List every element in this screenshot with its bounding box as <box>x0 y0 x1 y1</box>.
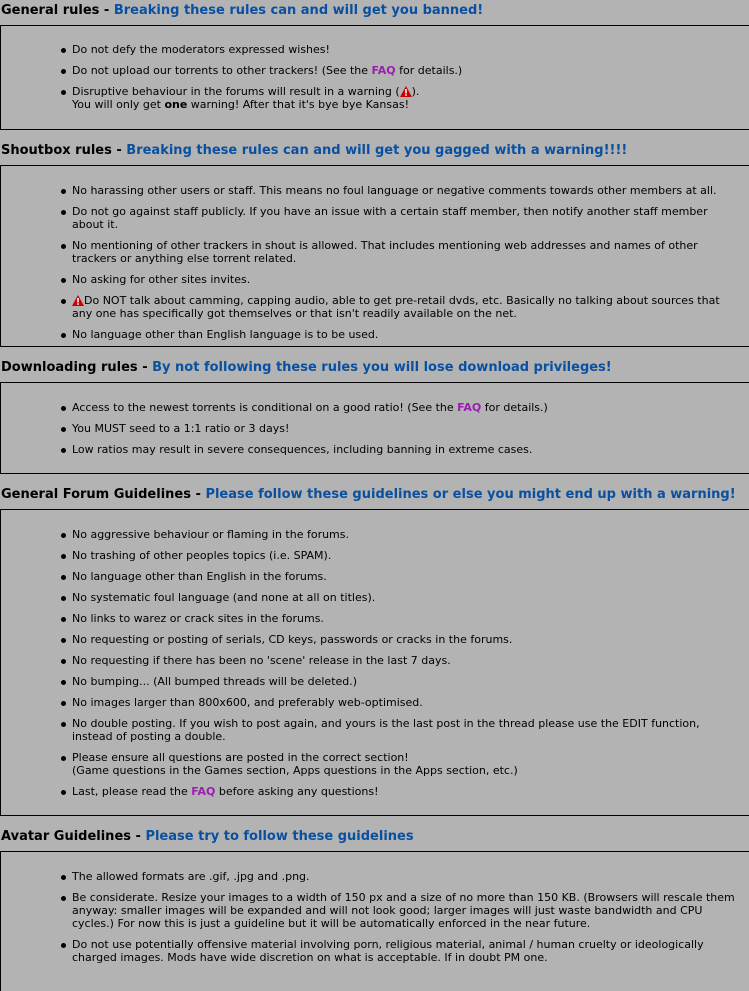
warning-icon <box>72 295 84 306</box>
list-item: No aggressive behaviour or flaming in the forums. <box>1 528 749 541</box>
bullet-icon <box>61 299 66 304</box>
list-item: No double posting. If you wish to post again, and yours is the last post in the thread please use the EDIT function, instead of posting a double. <box>1 717 749 743</box>
section-title: Avatar Guidelines - Please try to follow these guidelines <box>1 829 414 844</box>
bullet-icon <box>61 448 66 453</box>
rules-box <box>0 25 749 130</box>
bullet-icon <box>61 210 66 215</box>
faq-link[interactable]: FAQ <box>457 401 482 414</box>
bullet-icon <box>61 596 66 601</box>
bullet-icon <box>61 756 66 761</box>
list-item: Do not upload our torrents to other trackers! (See the FAQ for details.) <box>1 64 749 77</box>
rules-box <box>0 165 749 347</box>
rules-box <box>0 509 749 816</box>
list-item: No systematic foul language (and none at all on titles). <box>1 591 749 604</box>
list-item: Be considerate. Resize your images to a width of 150 px and a size of no more than 150 KB. (Browsers will rescale them anyway: smaller images will be expanded and will not look good; larger images will just waste bandwidth and CPU cycles.) For now this is just a guideline but it will be automatically enforced in the near future. <box>1 891 749 930</box>
section-subtitle: Please follow these guidelines or else you might end up with a warning! <box>205 487 736 502</box>
section-subtitle: Please try to follow these guidelines <box>145 829 414 844</box>
bullet-icon <box>61 875 66 880</box>
bullet-icon <box>61 427 66 432</box>
list-item: Do NOT talk about camming, capping audio, able to get pre-retail dvds, etc. Basically no talking about sources that any one has specifically got themselves or that isn't readily available on the net. <box>1 294 749 320</box>
list-item: No requesting or posting of serials, CD keys, passwords or cracks in the forums. <box>1 633 749 646</box>
list-item: No requesting if there has been no 'scene' release in the last 7 days. <box>1 654 749 667</box>
faq-link[interactable]: FAQ <box>191 785 216 798</box>
bullet-icon <box>61 896 66 901</box>
bullet-icon <box>61 638 66 643</box>
list-item: Last, please read the FAQ before asking any questions! <box>1 785 749 798</box>
section-subtitle: Breaking these rules can and will get you banned! <box>113 3 484 18</box>
bullet-icon <box>61 90 66 95</box>
bullet-icon <box>61 244 66 249</box>
list-item: Disruptive behaviour in the forums will result in a warning ( ). You will only get one warning! After that it's bye bye Kansas! <box>1 85 749 111</box>
bullet-icon <box>61 48 66 53</box>
bullet-icon <box>61 189 66 194</box>
list-item: No images larger than 800x600, and preferably web-optimised. <box>1 696 749 709</box>
bullet-icon <box>61 333 66 338</box>
list-item: No trashing of other peoples topics (i.e. SPAM). <box>1 549 749 562</box>
bullet-icon <box>61 943 66 948</box>
section-avatar-guidelines <box>0 826 749 991</box>
bullet-icon <box>61 533 66 538</box>
bullet-icon <box>61 659 66 664</box>
section-subtitle: By not following these rules you will lose download privileges! <box>152 360 612 375</box>
section-title: General Forum Guidelines - Please follow these guidelines or else you might end up with a warning! <box>1 487 736 502</box>
list-item: No language other than English in the forums. <box>1 570 749 583</box>
list-item: The allowed formats are .gif, .jpg and .png. <box>1 870 749 883</box>
list-item: No asking for other sites invites. <box>1 273 749 286</box>
bullet-icon <box>61 722 66 727</box>
section-title: Downloading rules - By not following these rules you will lose download privileges! <box>1 360 612 375</box>
list-item: Access to the newest torrents is conditional on a good ratio! (See the FAQ for details.) <box>1 401 749 414</box>
rules-box <box>0 851 749 991</box>
section-title: Shoutbox rules - Breaking these rules can and will get you gagged with a warning!!!! <box>1 143 628 158</box>
list-item: No links to warez or crack sites in the forums. <box>1 612 749 625</box>
list-item: Do not go against staff publicly. If you have an issue with a certain staff member, then notify another staff member about it. <box>1 205 749 231</box>
list-item: Please ensure all questions are posted in the correct section! (Game questions in the Games section, Apps questions in the Apps section, etc.) <box>1 751 749 777</box>
bullet-icon <box>61 617 66 622</box>
bullet-icon <box>61 406 66 411</box>
list-item: No bumping... (All bumped threads will be deleted.) <box>1 675 749 688</box>
bullet-icon <box>61 278 66 283</box>
bullet-icon <box>61 69 66 74</box>
list-item: No harassing other users or staff. This means no foul language or negative comments towards other members at all. <box>1 184 749 197</box>
list-item: No mentioning of other trackers in shout is allowed. That includes mentioning web addresses and names of other trackers or anything else torrent related. <box>1 239 749 265</box>
faq-link[interactable]: FAQ <box>371 64 396 77</box>
list-item: Do not use potentially offensive material involving porn, religious material, animal / human cruelty or ideologically charged images. Mods have wide discretion on what is acceptable. If in doubt PM one. <box>1 938 749 964</box>
section-downloading-rules <box>0 357 749 474</box>
bullet-icon <box>61 575 66 580</box>
section-title: General rules - Breaking these rules can and will get you banned! <box>1 3 484 18</box>
section-general-rules <box>0 0 749 130</box>
bullet-icon <box>61 790 66 795</box>
list-item: No language other than English language is to be used. <box>1 328 749 341</box>
section-shoutbox-rules <box>0 140 749 347</box>
section-subtitle: Breaking these rules can and will get you gagged with a warning!!!! <box>126 143 628 158</box>
warning-icon <box>400 86 412 97</box>
rules-box <box>0 382 749 474</box>
bullet-icon <box>61 680 66 685</box>
list-item: Low ratios may result in severe consequences, including banning in extreme cases. <box>1 443 749 456</box>
bullet-icon <box>61 701 66 706</box>
section-forum-guidelines <box>0 484 749 816</box>
list-item: You MUST seed to a 1:1 ratio or 3 days! <box>1 422 749 435</box>
bullet-icon <box>61 554 66 559</box>
list-item: Do not defy the moderators expressed wishes! <box>1 43 749 56</box>
